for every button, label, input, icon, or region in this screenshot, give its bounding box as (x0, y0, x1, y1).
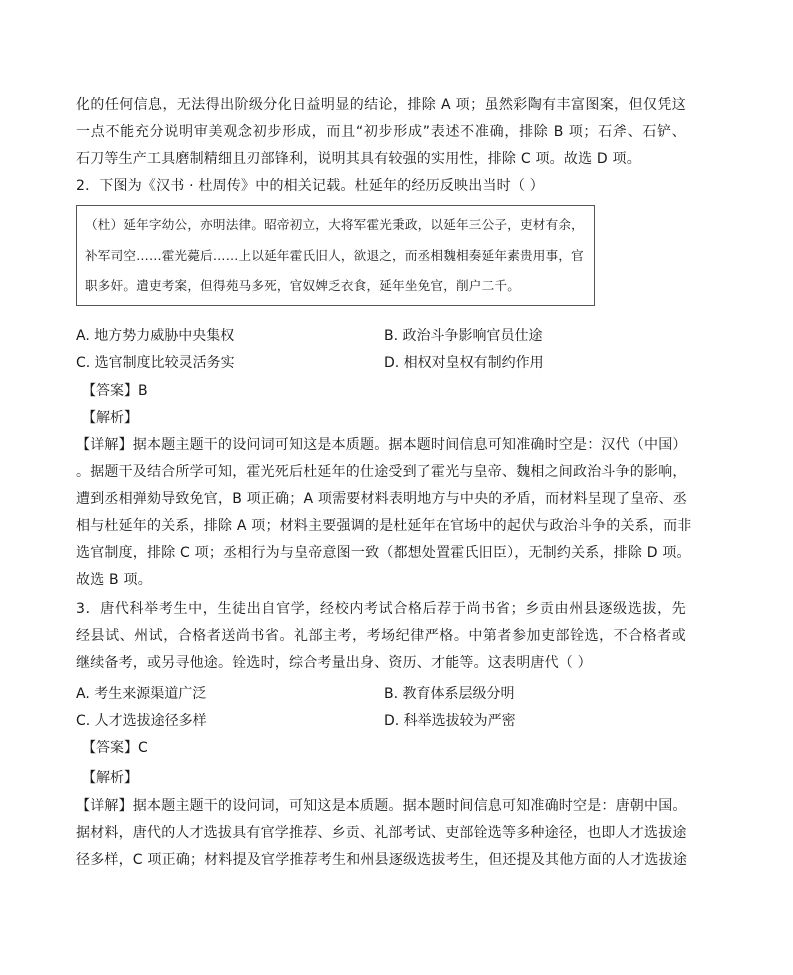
question-2-detail-line-6: 故选 B 项。 (76, 572, 152, 588)
question-2-answer: 【答案】B (82, 383, 148, 399)
continuation-line-3: 石刀等生产工具磨制精细且刃部锋利，说明其具有较强的实用性，排除 C 项。故选 D 项。 (76, 151, 641, 167)
question-2-option-c: C. 选官制度比较灵活务实 (76, 355, 235, 371)
quote-line-3: 职多奸。遣吏考案，但得苑马多死，官奴婢乏衣食，延年坐免官，削户二千。 (85, 278, 520, 293)
question-2-detail-line-5: 选官制度，排除 C 项；丞相行为与皇帝意图一致（都想处置霍氏旧臣），无制约关系，排除 D 项。 (76, 545, 691, 561)
question-2-option-d: D. 相权对皇权有制约作用 (384, 355, 544, 371)
question-2-detail-line-3: 遭到丞相弹劾导致免官，B 项正确；A 项需要材料表明地方与中央的矛盾，而材料呈现了皇帝、丞 (76, 491, 688, 507)
continuation-line-2: 一点不能充分说明审美观念初步形成，而且“初步形成”表述不准确，排除 B 项；石斧、石铲、 (76, 124, 686, 140)
question-3-analysis-label: 【解析】 (82, 770, 138, 786)
question-3-stem-line-2: 经县试、州试，合格者送尚书省。礼部主考，考场纪律严格。中第者参加吏部铨选，不合格者或 (76, 628, 686, 644)
question-3-detail-line-2: 据材料，唐代的人才选拔具有官学推荐、乡贡、礼部考试、吏部铨选等多种途径，也即人才选拔途 (76, 825, 687, 841)
question-3-detail-line-1: 【详解】据本题主题干的设问词，可知这是本质题。据本题时间信息可知准确时空是：唐朝中国。 (76, 798, 687, 814)
question-3-stem-line-1: 3．唐代科举考生中，生徒出自官学，经校内考试合格后荐于尚书省；乡贡由州县逐级选拔，先 (76, 601, 686, 617)
source-quote-box (76, 205, 595, 306)
question-3-option-d: D. 科举选拔较为严密 (384, 713, 516, 729)
question-2-detail-line-1: 【详解】据本题主题干的设问词可知这是本质题。据本题时间信息可知准确时空是：汉代（中国） (76, 437, 687, 453)
question-3-option-b: B. 教育体系层级分明 (384, 686, 515, 702)
question-2-analysis-label: 【解析】 (82, 410, 138, 426)
question-3-stem-line-3: 继续备考，或另寻他途。铨选时，综合考量出身、资历、才能等。这表明唐代（ ） (76, 655, 592, 671)
question-2-option-a: A. 地方势力威胁中央集权 (76, 328, 235, 344)
continuation-line-1: 化的任何信息，无法得出阶级分化日益明显的结论，排除 A 项；虽然彩陶有丰富图案，但仅凭这 (76, 97, 686, 113)
question-2-option-b: B. 政治斗争影响官员仕途 (384, 328, 543, 344)
question-3-option-c: C. 人才选拔途径多样 (76, 713, 207, 729)
question-3-option-a: A. 考生来源渠道广泛 (76, 686, 207, 702)
question-3-detail-line-3: 径多样，C 项正确；材料提及官学推荐考生和州县逐级选拔考生，但还提及其他方面的人才选拔途 (76, 852, 688, 868)
question-2-stem: 2．下图为《汉书 · 杜周传》中的相关记载。杜延年的经历反映出当时（ ） (76, 178, 544, 194)
question-3-answer: 【答案】C (82, 740, 148, 756)
quote-line-2: 补军司空……霍光薨后……上以延年霍氏旧人，欲退之，而丞相魏相奏延年素贵用事，官 (85, 248, 584, 263)
question-2-detail-line-2: 。据题干及结合所学可知，霍光死后杜延年的仕途受到了霍光与皇帝、魏相之间政治斗争的影响， (76, 464, 687, 480)
quote-line-1: （杜）延年字幼公，亦明法律。昭帝初立，大将军霍光秉政，以延年三公子，吏材有余， (85, 217, 584, 232)
question-2-detail-line-4: 相与杜延年的关系，排除 A 项；材料主要强调的是杜延年在官场中的起伏与政治斗争的关系，而非 (76, 518, 692, 534)
